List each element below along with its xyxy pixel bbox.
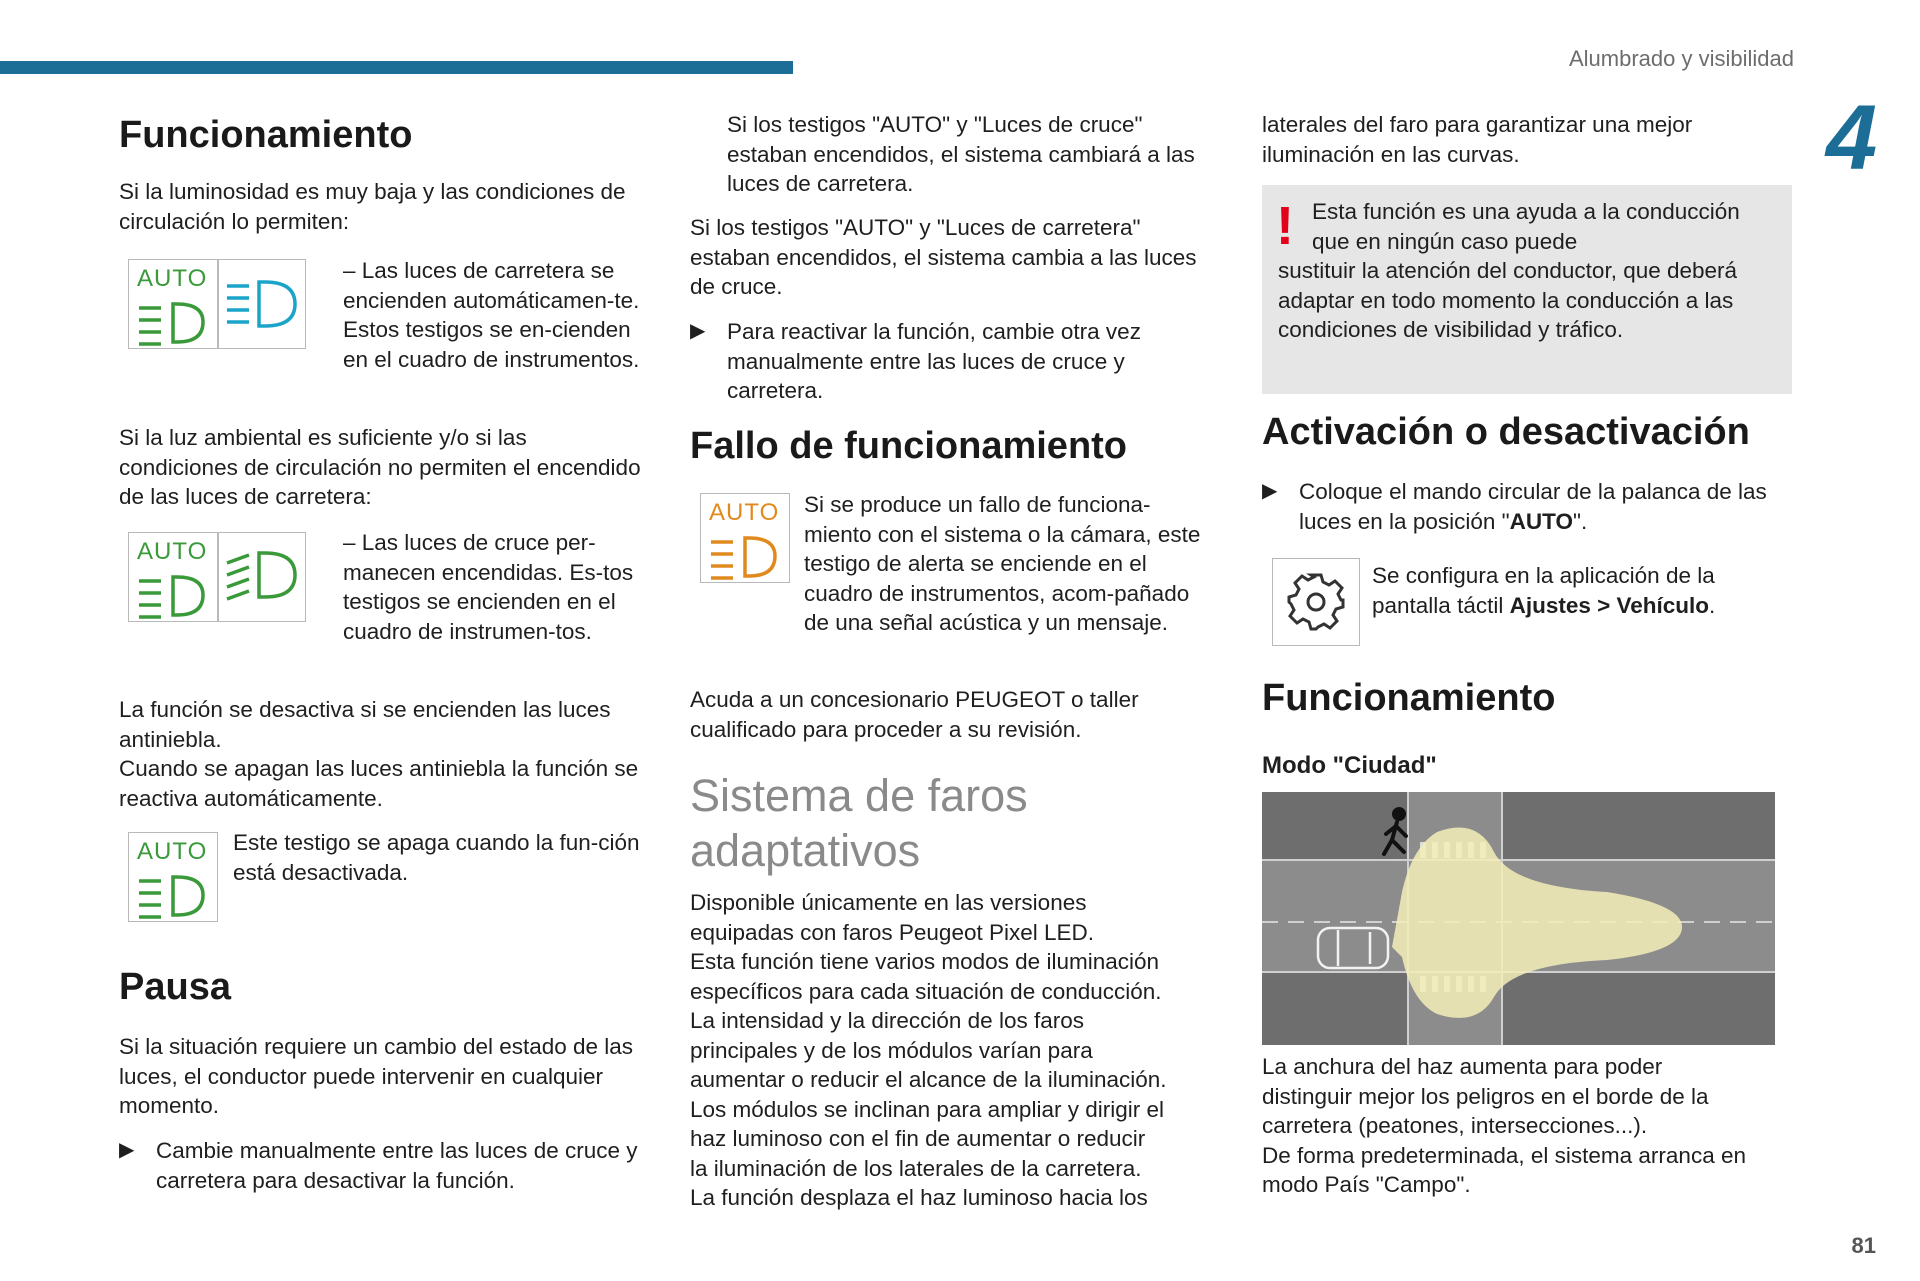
bullet-text: Para reactivar la función, cambie otra vez manualmente entre las luces de cruce y carretera. xyxy=(727,319,1141,403)
text-line: la iluminación de los laterales de la carretera. xyxy=(690,1155,1142,1181)
auto-label: AUTO xyxy=(137,538,208,565)
text-line: Los módulos se inclinan para ampliar y dirigir el xyxy=(690,1096,1164,1122)
paragraph: Cuando se apagan las luces antiniebla la función se reactiva automáticamente. xyxy=(119,756,639,811)
bullet-item xyxy=(690,317,1205,406)
config-text: Se configura en la aplicación de la pantalla táctil xyxy=(1372,563,1715,618)
text-line: específicos para cada situación de conducción. xyxy=(690,978,1162,1004)
heading-funcionamiento-2: Funcionamiento xyxy=(1262,677,1556,719)
page-number: 81 xyxy=(1851,1233,1876,1258)
auto-lights-icon xyxy=(128,532,218,622)
arrow-bullet-icon: ▶ xyxy=(690,320,706,342)
settings-gear-icon xyxy=(1272,558,1360,646)
heading-pausa: Pausa xyxy=(119,966,231,1008)
city-mode-illustration xyxy=(1262,792,1775,1045)
config-text-end: . xyxy=(1709,592,1716,618)
auto-lights-icon xyxy=(128,832,218,922)
text-line: La anchura del haz aumenta para poder xyxy=(1262,1054,1663,1079)
text-line: principales y de los módulos varían para xyxy=(690,1037,1093,1063)
paragraph: – Las luces de carretera se encienden automáticamen-te. Estos testigos se en-cienden en el cuadro de instrumentos. xyxy=(343,258,640,372)
warning-text-first: Esta función es una ayuda a la conducción que en ningún caso puede xyxy=(1312,199,1740,254)
paragraph: Si se produce un fallo de funciona-miento con el sistema o la cámara, este testigo de alerta se enciende en el cuadro de instrumentos, acom-pañado de una señal acústica y un mensaje. xyxy=(804,492,1201,635)
auto-lights-icon xyxy=(128,259,218,349)
heading-sistema-line2: adaptativos xyxy=(690,825,921,876)
heading-funcionamiento: Funcionamiento xyxy=(119,114,413,156)
text-line: La intensidad y la dirección de los faros xyxy=(690,1008,1084,1033)
warning-text-rest: sustituir la atención del conductor, que deberá adaptar en todo momento la conducción a las condiciones de visibilidad y tráfico. xyxy=(1278,258,1738,342)
heading-sistema-line1: Sistema de faros xyxy=(690,770,1028,821)
config-path: Ajustes > Vehículo xyxy=(1509,592,1710,618)
text-line: aumentar o reducir el alcance de la iluminación. xyxy=(690,1067,1167,1092)
bullet-item xyxy=(1262,477,1799,536)
warning-box xyxy=(1262,185,1792,394)
bullet-text: Cambie manualmente entre las luces de cruce y carretera para desactivar la función. xyxy=(156,1138,638,1193)
arrow-bullet-icon: ▶ xyxy=(119,1139,135,1161)
arrow-bullet-icon: ▶ xyxy=(1262,480,1278,502)
paragraph xyxy=(1372,561,1782,620)
text-line: La función desplaza el haz luminoso hacia los xyxy=(690,1185,1148,1210)
paragraph: – Las luces de cruce per-manecen encendidas. Es-tos testigos se encienden en el cuadro de instrumen-tos. xyxy=(343,530,634,644)
text-line: modo País "Campo". xyxy=(1262,1172,1471,1197)
paragraph: Este testigo se apaga cuando la fun-ción está desactivada. xyxy=(233,830,640,885)
paragraph: Si los testigos "AUTO" y "Luces de carretera" estaban encendidos, el sistema cambia a las luces de cruce. xyxy=(690,215,1197,299)
column-left xyxy=(119,0,644,1193)
subheading-modo-ciudad: Modo "Ciudad" xyxy=(1262,752,1437,779)
high-beam-icon xyxy=(218,259,306,349)
bullet-text: Coloque el mando circular de la palanca de las luces en la posición " xyxy=(1299,479,1767,534)
paragraph: Si la situación requiere un cambio del estado de las luces, el conductor puede intervenir en cualquier momento. xyxy=(119,1034,634,1118)
heading-fallo: Fallo de funcionamiento xyxy=(690,425,1128,467)
text-line: equipadas con faros Peugeot Pixel LED. xyxy=(690,919,1095,945)
auto-fault-icon xyxy=(700,493,790,583)
text-line: carretera (peatones, intersecciones...). xyxy=(1262,1113,1648,1138)
text-line: haz luminoso con el fin de aumentar o reducir xyxy=(690,1126,1146,1151)
paragraph-block xyxy=(1262,1052,1794,1200)
warning-exclamation-icon: ! xyxy=(1276,196,1294,256)
paragraph: Si la luminosidad es muy baja y las condiciones de circulación lo permiten: xyxy=(119,179,626,234)
column-middle xyxy=(690,0,1210,1210)
paragraph-block xyxy=(690,888,1220,1213)
auto-label: AUTO xyxy=(709,499,780,526)
bullet-bold: AUTO xyxy=(1509,508,1573,534)
auto-label: AUTO xyxy=(137,265,208,292)
bullet-item xyxy=(119,1136,644,1195)
section-title: Alumbrado y visibilidad xyxy=(1569,46,1794,71)
paragraph: La función se desactiva si se encienden las luces antiniebla. xyxy=(119,697,611,752)
chapter-number: 4 xyxy=(1826,87,1878,189)
paragraph: laterales del faro para garantizar una mejor iluminación en las curvas. xyxy=(1262,112,1693,167)
paragraph: Si la luz ambiental es suficiente y/o si las condiciones de circulación no permiten el encendido de las luces de carretera: xyxy=(119,425,641,509)
header-accent-bar xyxy=(0,61,793,74)
text-line: Esta función tiene varios modos de iluminación xyxy=(690,949,1160,974)
dipped-beam-icon xyxy=(218,532,306,622)
heading-activacion: Activación o desactivación xyxy=(1262,411,1750,453)
bullet-text-end: ". xyxy=(1572,508,1588,534)
auto-label: AUTO xyxy=(137,838,208,865)
text-line: distinguir mejor los peligros en el borde de la xyxy=(1262,1083,1709,1109)
paragraph: Acuda a un concesionario PEUGEOT o taller cualificado para proceder a su revisión. xyxy=(690,687,1139,742)
text-line: Disponible únicamente en las versiones xyxy=(690,890,1087,915)
paragraph: Si los testigos "AUTO" y "Luces de cruce" estaban encendidos, el sistema cambiará a las luces de carretera. xyxy=(727,112,1195,196)
text-line: De forma predeterminada, el sistema arranca en xyxy=(1262,1142,1746,1168)
